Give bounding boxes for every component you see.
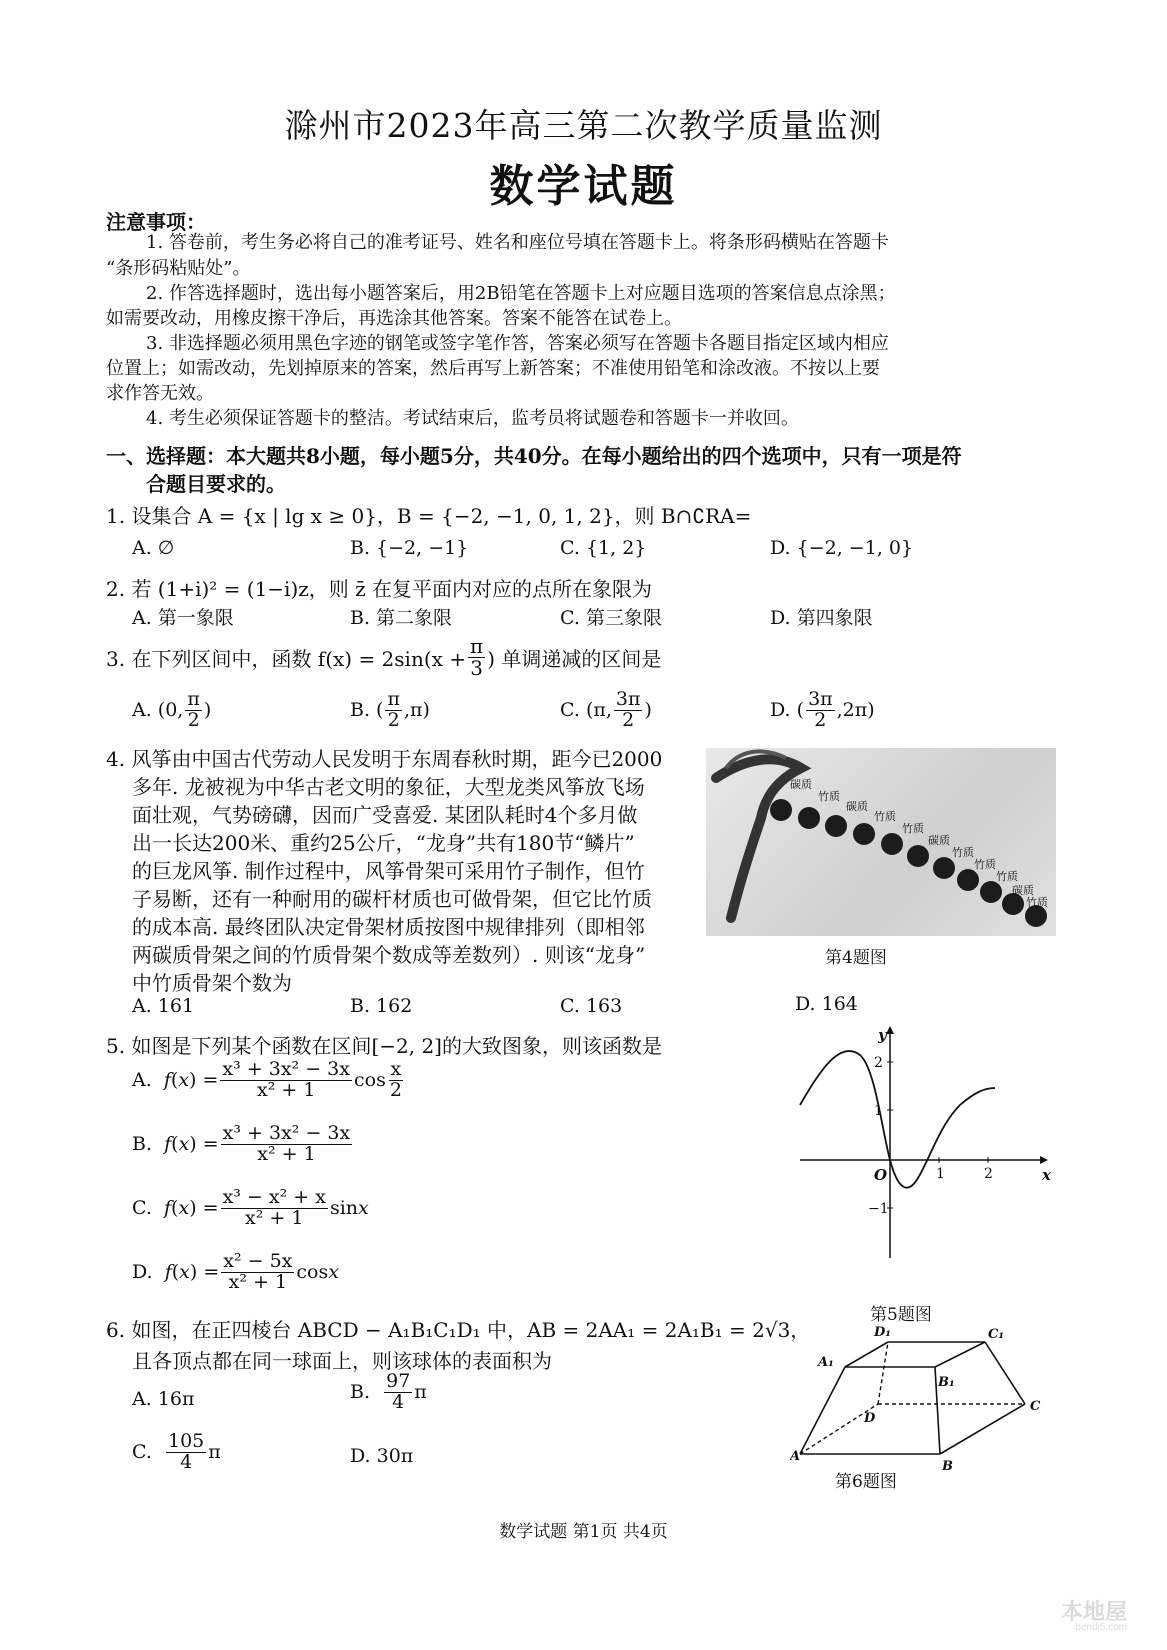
notice-line: 1. 答卷前，考生务必将自己的准考证号、姓名和座位号填在答题卡上。将条形码横贴在答题卡 — [146, 232, 889, 253]
subject-title: 数学试题 — [489, 161, 678, 212]
vertex-label: C₁ — [988, 1327, 1005, 1342]
q2-option-c: C. 第三象限 — [560, 607, 662, 629]
vertex-label: A₁ — [818, 1355, 834, 1370]
x-tick-label: 2 — [984, 1166, 993, 1182]
q3-option-d: D. ( $\frac{3\pi}{2}$ ,2π) — [770, 688, 875, 731]
fig4-label: 竹质 — [974, 858, 996, 871]
q4-line: 两碳质骨架之间的竹质骨架个数成等差数列）. 则该“龙身” — [132, 943, 646, 967]
q2-stem: 2. 若 (1+i)² = (1−i)z，则 z̄ 在复平面内对应的点所在象限为 — [106, 577, 653, 601]
y-tick-label: 1 — [874, 1103, 883, 1119]
fig4-label: 碳质 — [928, 834, 950, 847]
q4-line: 多年. 龙被视为中华古老文明的象征，大型龙类风筝放飞场 — [132, 775, 645, 799]
q4-line: 的巨龙风筝. 制作过程中，风筝骨架可采用竹子制作，但竹 — [132, 859, 645, 883]
option-label: A. — [132, 1069, 152, 1092]
exam-title: 滁州市2023年高三第二次教学质量监测 — [284, 106, 883, 145]
y-tick-label: 2 — [874, 1055, 883, 1071]
q3-option-c: C. (π, $\frac{3\pi}{2}$ ) — [560, 688, 652, 731]
pi-over-3: $\frac{\pi}{3}$ — [470, 634, 484, 680]
y-tick-label: −1 — [868, 1201, 889, 1217]
option-label: D. — [132, 1261, 153, 1284]
fig4-label: 竹质 — [902, 822, 924, 835]
fig6-caption: 第6题图 — [835, 1472, 897, 1492]
q1-option-c: C. {1, 2} — [560, 537, 647, 559]
notice-line: 位置上；如需改动，先划掉原来的答案，然后再写上新答案；不准使用铅笔和涂改液。不按以上要 — [106, 358, 880, 379]
x-axis-label: x — [1042, 1166, 1051, 1184]
fig4-label: 碳质 — [790, 778, 812, 791]
notice-heading: 注意事项： — [106, 210, 206, 234]
origin-label: O — [874, 1166, 888, 1184]
q2-option-d: D. 第四象限 — [770, 607, 873, 629]
q1-option-a: A. ∅ — [132, 537, 175, 559]
q4-line: 面壮观，气势磅礴，因而广受喜爱. 某团队耗时4个多月做 — [132, 803, 638, 827]
fig5-caption: 第5题图 — [870, 1305, 932, 1325]
fig4-label: 碳质 — [1012, 884, 1034, 897]
q4-line: 中竹质骨架个数为 — [132, 971, 292, 995]
vertex-label: D — [864, 1411, 876, 1426]
dragon-kite-drawing — [706, 748, 1056, 936]
notice-line: 求作答无效。 — [106, 383, 214, 404]
section-heading: 一、选择题：本大题共8小题，每小题5分，共40分。在每小题给出的四个选项中，只有一项是符 — [106, 444, 962, 468]
option-label: D. — [770, 699, 791, 722]
option-label: C. — [132, 1197, 152, 1220]
q4-line: 4. 风筝由中国古代劳动人民发明于东周春秋时期，距今已2000 — [106, 747, 663, 771]
q4-line: 出一长达200米、重约25公斤，“龙身”共有180节“鳞片” — [132, 831, 635, 855]
q4-line: 子易断，还有一种耐用的碳杆材质也可做骨架，但它比竹质 — [132, 887, 652, 911]
q5-option-d: D. f ( x ) = $\frac{\text{x² − 5x}}{\text{x² + 1}}$ cos x — [132, 1250, 339, 1293]
q4-option-a: A. 161 — [132, 995, 195, 1017]
q5-option-c: C. f ( x ) = $\frac{\text{x³ − x² + x}}{\text{x² + 1}}$ sin x — [132, 1186, 369, 1229]
page-footer: 数学试题 第1页 共4页 — [499, 1522, 668, 1542]
q3-option-a: A. (0, $\frac{\pi}{2}$ ) — [132, 688, 212, 731]
q2-option-a: A. 第一象限 — [132, 607, 234, 629]
x-tick-label: 1 — [936, 1166, 945, 1182]
q3-stem-pre: 3. 在下列区间中，函数 f(x) = 2sin(x + — [106, 647, 467, 671]
q6-stem-cont: 且各顶点都在同一球面上，则该球体的表面积为 — [132, 1349, 552, 1373]
watermark-site: bendi5.com — [1075, 1622, 1127, 1633]
dragon-kite-figure — [706, 748, 1056, 936]
option-label: A. — [132, 699, 152, 722]
notice-line: 3. 非选择题必须用黑色字迹的钢笔或签字笔作答，答案必须写在答题卡各题目指定区域内相应 — [146, 333, 889, 354]
section-heading-cont: 合题目要求的。 — [146, 472, 286, 496]
y-axis-label: y — [878, 1026, 887, 1044]
fig4-label: 竹质 — [952, 846, 974, 859]
option-label: C. — [132, 1441, 152, 1464]
vertex-label: D₁ — [874, 1325, 891, 1340]
q1-stem: 1. 设集合 A = {x | lg x ≥ 0}，B = {−2, −1, 0, 1, 2}，则 B∩∁RA= — [106, 504, 752, 528]
q3-stem — [106, 636, 661, 679]
notice-line: 4. 考生必须保证答题卡的整洁。考试结束后，监考员将试题卷和答题卡一并收回。 — [146, 408, 799, 429]
q4-option-d: D. 164 — [795, 993, 858, 1015]
vertex-label: C — [1030, 1399, 1041, 1414]
q5-option-a: A. f ( x ) = $\frac{\text{x³ + 3x² − 3x}}{\text{x² + 1}}$ cos $\frac{x}{2}$ — [132, 1058, 402, 1101]
option-label: B. — [350, 1381, 371, 1404]
fig4-label: 竹质 — [1026, 896, 1048, 909]
q5-stem: 5. 如图是下列某个函数在区间[−2, 2]的大致图象，则该函数是 — [106, 1034, 662, 1058]
q4-option-c: C. 163 — [560, 995, 623, 1017]
q6-option-d: D. 30π — [350, 1445, 414, 1467]
q6-option-b: B. $\frac{97}{4}$ π — [350, 1370, 427, 1413]
q3-stem-post: ) 单调递减的区间是 — [487, 647, 662, 671]
watermark-brand: 本地屋 — [1060, 1599, 1127, 1624]
fig4-caption: 第4题图 — [825, 948, 887, 968]
q3-option-b: B. ( $\frac{\pi}{2}$ ,π) — [350, 688, 430, 731]
q6-option-a: A. 16π — [132, 1388, 195, 1410]
q6-option-c: C. $\frac{105}{4}$ π — [132, 1430, 221, 1473]
fig4-label: 碳质 — [846, 800, 868, 813]
q4-line: 的成本高. 最终团队决定骨架材质按图中规律排列（即相邻 — [132, 915, 645, 939]
q1-option-d: D. {−2, −1, 0} — [770, 537, 914, 559]
q4-option-b: B. 162 — [350, 995, 413, 1017]
q2-option-b: B. 第二象限 — [350, 607, 453, 629]
fig5-graph — [790, 1020, 1060, 1260]
notice-line: 2. 作答选择题时，选出每小题答案后，用2B铅笔在答题卡上对应题目选项的答案信息点涂黑； — [146, 283, 896, 304]
option-label: B. — [132, 1133, 153, 1156]
option-label: B. — [350, 699, 371, 722]
q5-option-b: B. f ( x ) = $\frac{\text{x³ + 3x² − 3x}}{\text{x² + 1}}$ — [132, 1122, 351, 1165]
vertex-label: B — [942, 1459, 953, 1472]
notice-line: 如需要改动，用橡皮擦干净后，再选涂其他答案。答案不能答在试卷上。 — [106, 308, 682, 329]
fig4-label: 竹质 — [874, 810, 896, 823]
fig6-frustum — [790, 1322, 1050, 1472]
q1-option-b: B. {−2, −1} — [350, 537, 469, 559]
vertex-label: A — [790, 1449, 801, 1464]
option-label: C. — [560, 699, 580, 722]
notice-line: “条形码粘贴处”。 — [106, 258, 251, 279]
vertex-label: B₁ — [938, 1375, 955, 1390]
q6-stem: 6. 如图，在正四棱台 ABCD − A₁B₁C₁D₁ 中，AB = 2AA₁ = 2A₁B₁ = 2√3， — [106, 1318, 811, 1342]
fig4-label: 竹质 — [996, 870, 1018, 883]
fig4-label: 竹质 — [818, 790, 840, 803]
